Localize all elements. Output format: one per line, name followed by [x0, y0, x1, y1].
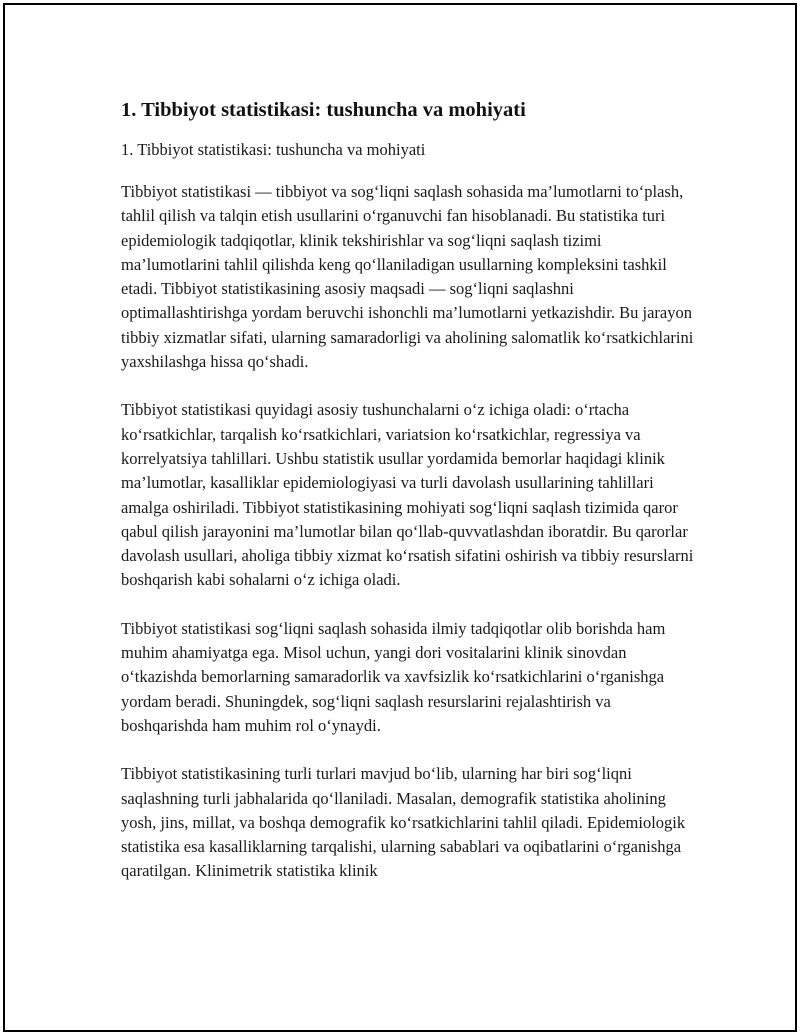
section-heading: 1. Tibbiyot statistikasi: tushuncha va mohiyati [121, 99, 526, 121]
document-page [3, 3, 797, 1032]
paragraph-3: Tibbiyot statistikasi sog‘liqni saqlash sohasida ilmiy tadqiqotlar olib borishda ham muhim ahamiyatga ega. Misol uchun, yangi dori vositalarini klinik sinovdan o‘tkazishda bemorlarning samaradorlik va xavfsizlik ko‘rsatkichlarini o‘rganishga yordam beradi. Shuningdek, sog‘liqni saqlash resurslarini rejalashtirish va boshqarishda ham muhim rol o‘ynaydi. [121, 618, 666, 735]
section-subheading: 1. Tibbiyot statistikasi: tushuncha va mohiyati [121, 140, 426, 159]
paragraph-1: Tibbiyot statistikasi — tibbiyot va sog‘liqni saqlash sohasida ma’lumotlarni to‘plash, tahlil qilish va talqin etish usullarini o‘rganuvchi fan hisoblanadi. Bu statistika turi epidemiologik tadqiqotlar, klinik tekshirishlar va sog‘liqni saqlash tizimi ma’lumotlarini tahlil qilishda keng qo‘llaniladigan usullarning kompleksini tashkil etadi. Tibbiyot statistikasining asosiy maqsadi — sog‘liqni saqlashni optimallashtirishga yordam beruvchi ishonchli ma’lumotlarni yetkazishdir. Bu jarayon tibbiy xizmatlar sifati, ularning samaradorligi va aholining salomatlik ko‘rsatkichlarini yaxshilashga hissa qo‘shadi. [121, 182, 694, 372]
paragraph-2: Tibbiyot statistikasi quyidagi asosiy tushunchalarni o‘z ichiga oladi: o‘rtacha ko‘rsatkichlar, tarqalish ko‘rsatkichlari, variatsion ko‘rsatkichlar, regressiya va korrelyatsiya tahlillari. Ushbu statistik usullar yordamida bemorlar haqidagi klinik ma’lumotlar, kasalliklar epidemiologiyasi va turli davolash usullarining tahlillari amalga oshiriladi. Tibbiyot statistikasining mohiyati sog‘liqni saqlash tizimida qaror qabul qilish jarayonini ma’lumotlar bilan qo‘llab-quvvatlashdan iboratdir. Bu qarorlar davolash usullari, aholiga tibbiy xizmat ko‘rsatish sifatini oshirish va tibbiy resurslarni boshqarish kabi sohalarni o‘z ichiga oladi. [121, 400, 694, 590]
paragraph-4: Tibbiyot statistikasining turli turlari mavjud bo‘lib, ularning har biri sog‘liqni saqlashning turli jabhalarida qo‘llaniladi. Masalan, demografik statistika aholining yosh, jins, millat, va boshqa demografik ko‘rsatkichlarini tahlil qiladi. Epidemiologik statistika esa kasalliklarning tarqalishi, ularning sabablari va oqibatlarini o‘rganishga qaratilgan. Klinimetrik statistika klinik [121, 764, 686, 881]
document-body [121, 96, 696, 908]
